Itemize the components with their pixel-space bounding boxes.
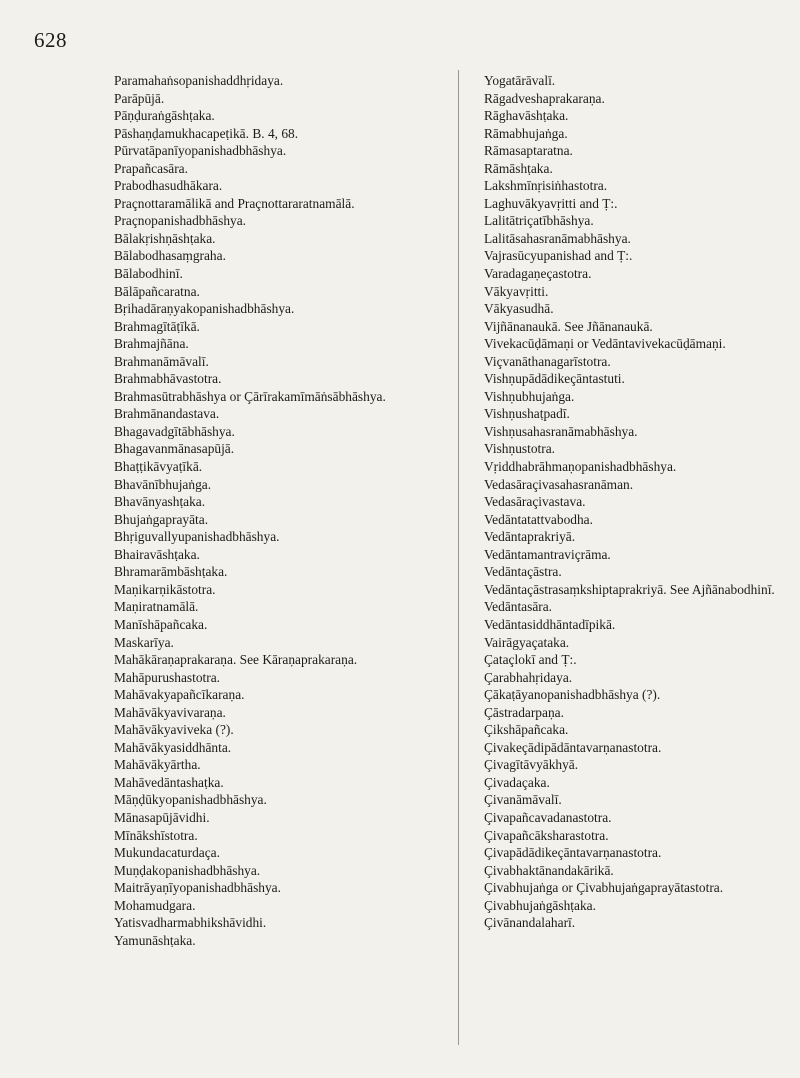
index-entry: Vedāntasāra. [484,599,553,615]
index-entry: Vijñānanaukā. See Jñānanaukā. [484,318,653,334]
index-entry: Çivapādādikeçāntavarṇanastotra. [484,845,662,861]
index-entry: Praçnopanishadbhāshya. [114,213,247,229]
index-entry: Bhavānībhujaṅga. [114,476,212,492]
index-entry: Muṇḍakopanishadbhāshya. [114,862,261,878]
index-entry: Lakshmīnṛisiṅhastotra. [484,178,608,194]
index-entry: Mahāvedāntashaṭka. [114,774,224,790]
index-entry: Bhṛiguvallyupanishadbhāshya. [114,529,280,545]
index-entry: Paramahaṅsopanishaddhṛidaya. [114,73,284,88]
index-entry: Varadagaṇeçastotra. [484,266,592,282]
index-entry: Bālabodhasaṃgraha. [114,248,226,264]
index-entry: Maṇiratnamālā. [114,599,199,615]
index-entry: Mahāvākyasiddhānta. [114,739,232,755]
index-entry: Çataçlokī and Ṭ:. [484,652,577,668]
index-entry: Vajrasūcyupanishad and Ṭ:. [484,248,633,264]
index-entry: Brahmānandastava. [114,406,220,422]
index-entry: Mahāvākyārtha. [114,757,201,773]
index-entry: Mukundacaturdaça. [114,845,220,861]
index-entry: Çivapañcavadanastotra. [484,809,612,825]
page-number: 628 [34,28,67,52]
index-entry: Vedasāraçivastava. [484,494,586,510]
index-entry: Çivagītāvyākhyā. [484,757,579,773]
index-entry: Prapañcasāra. [114,160,188,176]
index-entry: Mahāvākyaviveka (?). [114,722,234,738]
index-entry: Vākyasudhā. [484,301,554,317]
index-entry: Bālakṛishṇāshṭaka. [114,230,216,246]
index-entry: Çivadaçaka. [484,774,550,790]
index-entry: Pāshaṇḍamukhacapeṭikā. B. 4, 68. [114,125,299,141]
index-entry: Bhagavanmānasapūjā. [114,441,235,457]
index-entry: Vedāntamantraviçrāma. [484,546,611,562]
index-entry: Rāmāshṭaka. [484,160,553,176]
index-entry: Vairāgyaçataka. [484,634,570,650]
index-entry: Çivabhaktānandakārikā. [484,862,614,878]
index-entry: Vedāntaçāstra. [484,564,562,580]
index-entry: Mahāvakyapañcīkaraṇa. [114,687,245,703]
index-entry: Bhavānyashṭaka. [114,494,206,510]
index-entry: Praçnottaramālikā and Praçnottararatnamālā. [114,195,355,211]
index-entry: Çivabhujaṅga or Çivabhujaṅgaprayātastotra. [484,880,724,896]
index-entry: Bhaṭṭikāvyaṭīkā. [114,459,203,475]
index-entry: Prabodhasudhākara. [114,178,223,194]
left-column [114,72,432,949]
index-entry: Maṇikarṇikāstotra. [114,581,216,597]
index-entry: Lalitāsahasranāmabhāshya. [484,230,631,246]
index-entry: Brahmasūtrabhāshya or Çārīrakamīmāṅsābhāshya. [114,388,386,404]
index-entry: Vṛiddhabrāhmaṇopanishadbhāshya. [484,459,677,475]
index-entry: Yogatārāvalī. [484,73,556,88]
index-entry: Mīnākshīstotra. [114,827,198,843]
right-column [484,72,794,932]
index-entry: Rāmabhujaṅga. [484,125,568,141]
index-entry: Laghuvākyavṛitti and Ṭ:. [484,195,618,211]
index-entry: Bhairavāshṭaka. [114,546,200,562]
index-entry: Parāpūjā. [114,90,165,106]
index-entry: Çivapañcāksharastotra. [484,827,609,843]
index-entry: Mahāpurushastotra. [114,669,220,685]
index-entry: Maskarīya. [114,634,174,650]
index-entry: Brahmanāmāvalī. [114,353,209,369]
index-entry: Mohamudgara. [114,897,196,913]
index-entry: Vishṇustotra. [484,441,555,457]
index-entry: Vedāntaprakriyā. [484,529,576,545]
index-entry: Pāṇḍuraṅgāshṭaka. [114,108,215,124]
index-entry: Bhagavadgītābhāshya. [114,423,235,439]
index-entry: Çivānandalaharī. [484,915,576,931]
index-entry: Vākyavṛitti. [484,283,549,299]
index-entry: Yamunāshṭaka. [114,932,196,948]
index-entry: Çivabhujaṅgāshṭaka. [484,897,596,913]
index-entry: Çivakeçādipādāntavarṇanastotra. [484,739,662,755]
column-divider [458,70,459,1045]
index-entry: Vedāntatattvabodha. [484,511,593,527]
index-entry: Vishṇubhujaṅga. [484,388,575,404]
index-entry: Çivanāmāvalī. [484,792,562,808]
index-entry: Pūrvatāpanīyopanishadbhāshya. [114,143,287,159]
index-entry: Çākaṭāyanopanishadbhāshya (?). [484,687,661,703]
index-entry: Rāmasaptaratna. [484,143,573,159]
index-entry: Manīshāpañcaka. [114,616,208,632]
index-entry: Çikshāpañcaka. [484,722,569,738]
index-entry: Vishṇusahasranāmabhāshya. [484,423,638,439]
index-entry: Vishṇushaṭpadī. [484,406,570,422]
index-entry: Bālabodhinī. [114,266,183,282]
index-entry: Brahmagītāṭīkā. [114,318,200,334]
index-entry: Lalitātriçatībhāshya. [484,213,594,229]
index-entry: Mānasapūjāvidhi. [114,809,210,825]
index-entry: Vedāntasiddhāntadīpikā. [484,616,616,632]
index-entry: Mahāvākyavivaraṇa. [114,704,226,720]
index-entry: Vedāntaçāstrasaṃkshiptaprakriyā. See Ajñānabodhinī. [484,581,775,597]
index-entry: Brahmabhāvastotra. [114,371,222,387]
index-entry: Brahmajñāna. [114,336,189,352]
index-entry: Rāgadveshaprakaraṇa. [484,90,605,106]
index-entry: Çarabhahṛidaya. [484,669,573,685]
index-entry: Bālāpañcaratna. [114,283,200,299]
index-entry: Vivekacūḍāmaṇi or Vedāntavivekacūḍāmaṇi. [484,336,726,352]
index-entry: Yatisvadharmabhikshāvidhi. [114,915,267,931]
index-entry: Maitrāyaṇīyopanishadbhāshya. [114,880,281,896]
index-entry: Vedasāraçivasahasranāman. [484,476,634,492]
index-entry: Māṇḍūkyopanishadbhāshya. [114,792,267,808]
index-entry: Mahākāraṇaprakaraṇa. See Kāraṇaprakaraṇa. [114,652,358,668]
index-entry: Çāstradarpaṇa. [484,704,564,720]
index-entry: Viçvanāthanagarīstotra. [484,353,611,369]
index-entry: Bṛihadāraṇyakopanishadbhāshya. [114,301,295,317]
index-entry: Rāghavāshṭaka. [484,108,569,124]
index-entry: Bhujaṅgaprayāta. [114,511,209,527]
index-entry: Vishṇupādādikeçāntastuti. [484,371,625,387]
index-entry: Bhramarāmbāshṭaka. [114,564,228,580]
